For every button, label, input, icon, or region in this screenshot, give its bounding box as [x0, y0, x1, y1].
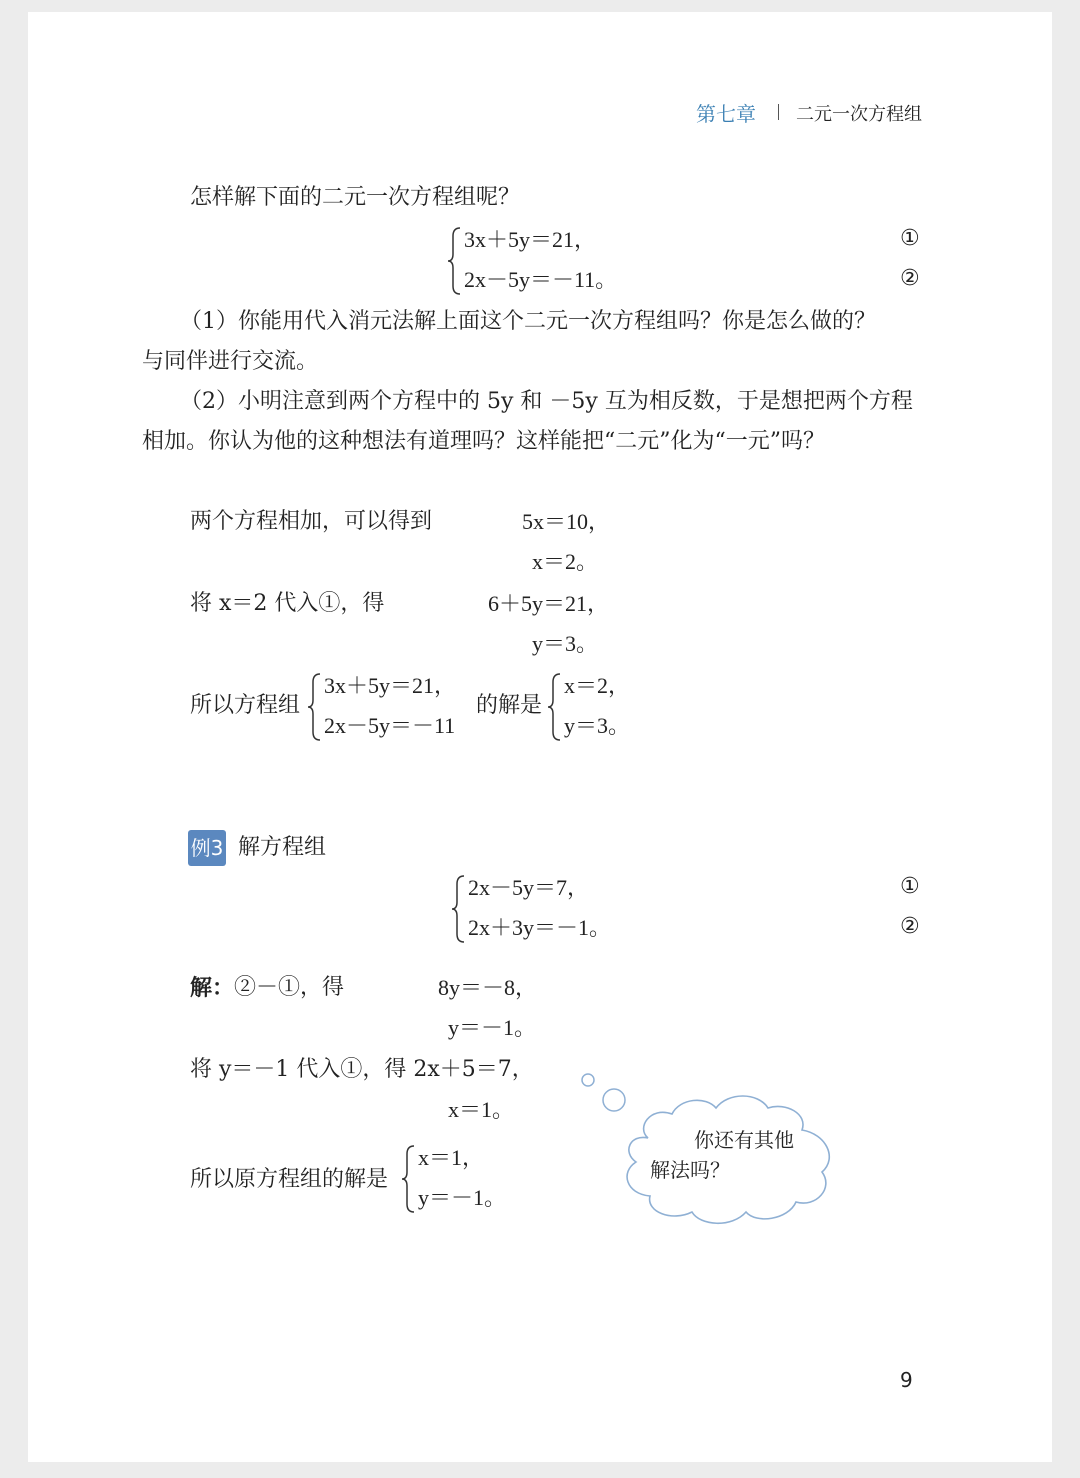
conclusion-text: 所以方程组	[190, 693, 301, 718]
example-title: 解方程组	[238, 835, 327, 860]
conclusion-answer-brace	[546, 672, 562, 742]
intro-eq2: 2x－5y＝－11。	[464, 267, 618, 292]
example-label: 例3	[188, 830, 226, 866]
question1-line1: （1）你能用代入消元法解上面这个二元一次方程组吗？你是怎么做的？	[180, 309, 876, 334]
solution-answer-brace	[400, 1144, 416, 1214]
solution-step2-text: 将 y＝－1 代入①，得 2x＋5＝7，	[190, 1057, 534, 1082]
intro-question: 怎样解下面的二元一次方程组呢？	[190, 185, 521, 210]
sum-eq2: x＝2。	[532, 549, 599, 574]
conclusion-ans2: y＝3。	[564, 713, 631, 738]
example-mark1: ①	[900, 874, 920, 899]
bubble-line2: 解法吗？	[650, 1158, 730, 1182]
intro-eq1: 3x＋5y＝21，	[464, 227, 597, 252]
solution-eq3: x＝1。	[448, 1097, 515, 1122]
conclusion-mid-text: 的解是	[476, 693, 543, 718]
conclusion-system-brace	[306, 672, 322, 742]
substitute-eq1: 6＋5y＝21，	[488, 591, 610, 616]
example-eq2: 2x＋3y＝－1。	[468, 915, 612, 940]
chapter-title: 二元一次方程组	[796, 104, 922, 125]
conclusion-sys-eq1: 3x＋5y＝21，	[324, 673, 457, 698]
header-separator	[778, 104, 779, 120]
intro-mark1: ①	[900, 226, 920, 251]
chapter-label: 第七章	[696, 102, 756, 126]
intro-mark2: ②	[900, 266, 920, 291]
bubble-line1: 你还有其他	[694, 1128, 794, 1152]
example-system-brace	[450, 874, 466, 944]
thought-bubble-graphic	[576, 1068, 856, 1242]
intro-system-brace	[446, 226, 462, 296]
textbook-page	[28, 12, 1052, 1462]
question2-line2: 相加。你认为他的这种想法有道理吗？这样能把“二元”化为“一元”吗？	[142, 429, 825, 454]
solution-label: 解：	[190, 975, 235, 1001]
solution-ans2: y＝－1。	[418, 1185, 507, 1210]
solution-conclusion-text: 所以原方程组的解是	[190, 1167, 389, 1192]
sum-step-text: 两个方程相加，可以得到	[190, 509, 433, 534]
question1-line2: 与同伴进行交流。	[142, 349, 319, 374]
example-mark2: ②	[900, 914, 920, 939]
solution-eq1: 8y＝－8，	[438, 975, 538, 1000]
example-eq1: 2x－5y＝7，	[468, 875, 590, 900]
page-number: 9	[900, 1368, 913, 1392]
solution-ans1: x＝1，	[418, 1145, 485, 1170]
conclusion-ans1: x＝2，	[564, 673, 631, 698]
substitute-step-text: 将 x＝2 代入①，得	[190, 591, 385, 616]
solution-step1-text: ②－①，得	[234, 975, 345, 1000]
sum-eq1: 5x＝10，	[522, 509, 611, 534]
solution-eq2: y＝－1。	[448, 1015, 537, 1040]
substitute-eq2: y＝3。	[532, 631, 599, 656]
question2-line1: （2）小明注意到两个方程中的 5y 和 －5y 互为相反数，于是想把两个方程	[180, 389, 913, 414]
conclusion-sys-eq2: 2x－5y＝－11	[324, 713, 456, 738]
